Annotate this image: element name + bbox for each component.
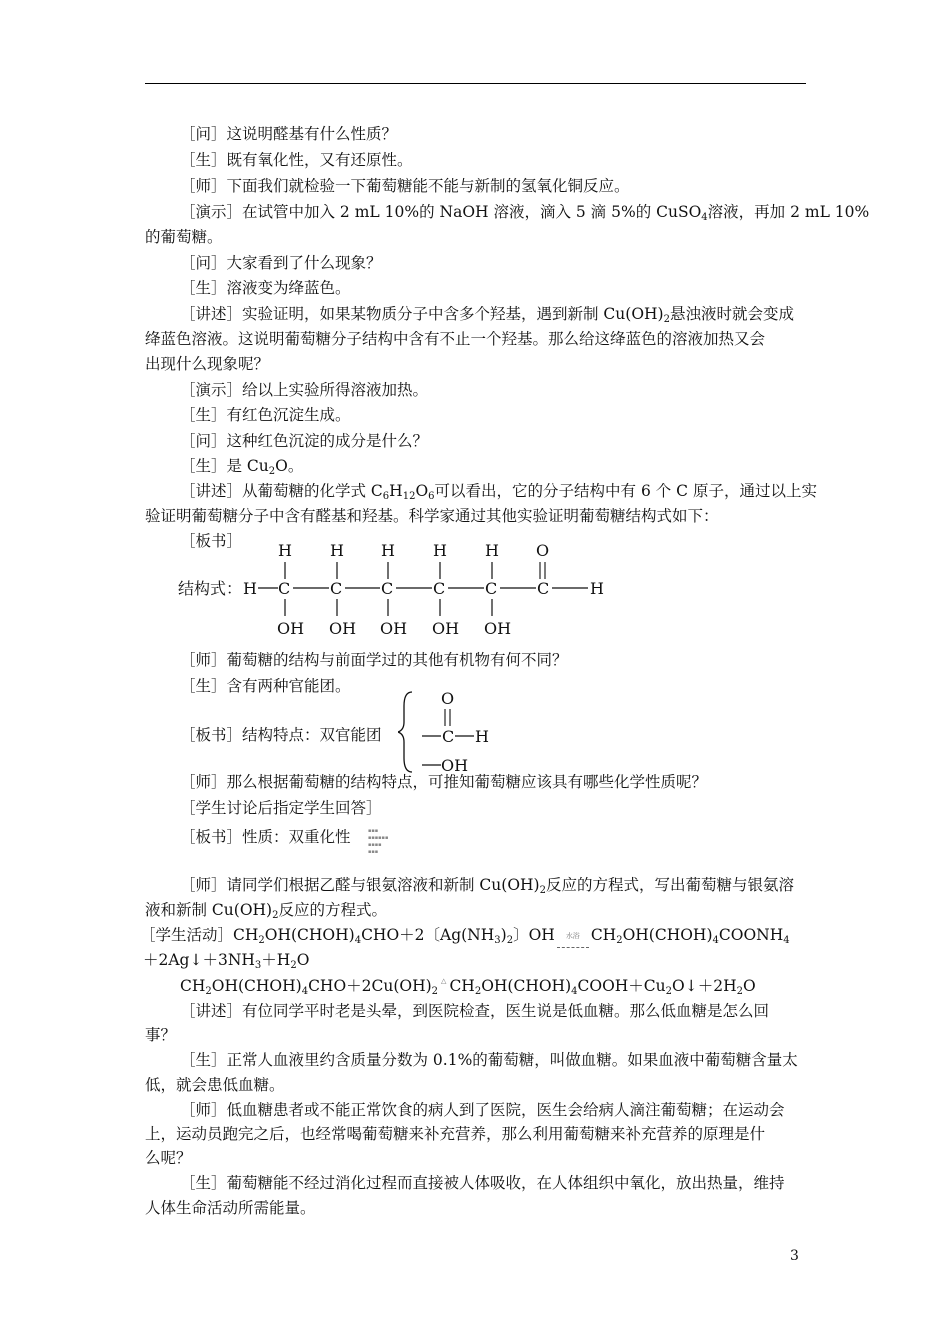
line-text: CH — [449, 977, 475, 995]
subscript: 4 — [712, 935, 719, 946]
hydroxyl-group: OH — [432, 619, 460, 638]
atom-c: C — [278, 579, 291, 598]
subscript: 2 — [736, 986, 743, 997]
subscript: 2 — [506, 935, 514, 946]
faint-stamp-mark: ▪▪▪ ▪▪▪▪▪▪ ▪▪▪▪ ▪▪▪ — [368, 828, 389, 855]
atom-h: H — [381, 541, 395, 560]
line-text: CH — [180, 977, 206, 995]
subscript: 2 — [272, 910, 279, 921]
text-line — [145, 1074, 806, 1096]
text-line — [145, 328, 806, 350]
line-text: ＋2Ag↓＋3NH — [143, 951, 255, 969]
atom-c: C — [381, 579, 394, 598]
atom-h: H — [590, 579, 604, 598]
line-text: OH(CHOH) — [211, 977, 302, 995]
text-line — [180, 430, 806, 452]
subscript: 3 — [254, 960, 262, 971]
text-line — [180, 201, 870, 223]
line-text: 溶液，再加 2 mL 10% — [707, 203, 870, 221]
line-text: H — [389, 482, 403, 500]
line-text: O — [415, 482, 429, 500]
subscript: 4 — [301, 986, 309, 997]
atom-h: H — [475, 727, 489, 746]
text-line — [180, 1000, 806, 1022]
line-text: ［问］这种红色沉淀的成分是什么？ — [180, 432, 429, 450]
atom-h: H — [485, 541, 499, 560]
text-line — [145, 1147, 806, 1169]
line-text: ［生］葡萄糖能不经过消化过程而直接被人体吸收，在人体组织中氧化，放出热量，维持 — [180, 1174, 785, 1192]
equation-line — [143, 949, 804, 971]
line-text: ［学生讨论后指定学生回答］ — [180, 799, 382, 817]
line-text: ＋H — [261, 951, 291, 969]
condition-label: 水浴 — [565, 932, 580, 940]
atom-h: H — [243, 579, 257, 598]
text-line — [145, 1123, 806, 1145]
atom-h: H — [433, 541, 447, 560]
line-text: ［讲述］有位同学平时老是头晕，到医院检查，医生说是低血糖。那么低血糖是怎么回 — [180, 1002, 770, 1020]
line-text: OH(CHOH) — [622, 926, 713, 944]
subscript: 4 — [783, 935, 790, 946]
text-line — [180, 123, 806, 145]
line-text: 低，就会患低血糖。 — [145, 1076, 285, 1094]
text-line — [180, 175, 806, 197]
subscript: 2 — [268, 466, 276, 477]
carbon-unit — [329, 541, 356, 638]
text-line — [180, 1099, 806, 1121]
text-line — [145, 1197, 806, 1219]
line-text: O↓＋2H — [672, 977, 737, 995]
subscript: 12 — [402, 491, 416, 502]
subscript: 3 — [494, 935, 501, 946]
line-text: CH — [590, 926, 617, 944]
line-text: ［问］这说明醛基有什么性质？ — [180, 125, 398, 143]
line-text: ［板书］结构特点：双官能团 — [180, 726, 382, 744]
line-text: ［板书］ — [180, 532, 243, 550]
atom-o: O — [536, 541, 550, 560]
page-number: 3 — [790, 1248, 799, 1264]
line-text: ［师］那么根据葡萄糖的结构特点，可推知葡萄糖应该具有哪些化学性质呢？ — [180, 773, 708, 791]
text-line — [145, 1024, 806, 1046]
structure-label: 结构式： — [178, 579, 243, 598]
line-text: 液和新制 Cu(OH) — [145, 901, 273, 919]
line-text: ) — [500, 926, 507, 944]
line-text: CHO＋2〔Ag(NH — [361, 926, 495, 944]
subscript: 4 — [701, 212, 708, 223]
text-line — [145, 505, 806, 527]
line-text: OH(CHOH) — [264, 926, 355, 944]
line-text: O — [742, 977, 756, 995]
text-line — [180, 379, 806, 401]
subscript: 4 — [571, 986, 578, 997]
functional-groups-figure — [398, 686, 508, 776]
text-line — [180, 480, 817, 502]
text-line — [180, 826, 806, 848]
carbon-unit — [277, 541, 304, 638]
line-text: 事？ — [145, 1026, 177, 1044]
reaction-arrow — [557, 922, 589, 948]
line-text: ［演示］在试管中加入 2 mL 10%的 NaOH 溶液，滴入 5 滴 5%的 CuSO — [180, 203, 702, 221]
line-text: 的葡萄糖。 — [145, 228, 223, 246]
line-text: 反应的方程式。 — [278, 901, 387, 919]
line-text: ［师］下面我们就检验一下葡萄糖能不能与新制的氢氧化铜反应。 — [180, 177, 630, 195]
text-line — [180, 771, 806, 793]
atom-o: O — [441, 689, 455, 708]
heat-symbol: △ — [441, 977, 447, 985]
hydroxyl-group: OH — [380, 619, 408, 638]
hydroxyl-group: OH — [484, 619, 512, 638]
atom-c: C — [485, 579, 498, 598]
line-text: ［生］含有两种官能团。 — [180, 677, 351, 695]
line-text: ［问］大家看到了什么现象？ — [180, 254, 382, 272]
line-text: ［生］既有氧化性，又有还原性。 — [180, 151, 413, 169]
line-text: ［讲述］从葡萄糖的化学式 C — [180, 482, 383, 500]
line-text: 〕OH — [513, 926, 555, 944]
text-line — [180, 874, 806, 896]
line-text: CHO＋2Cu(OH) — [308, 977, 432, 995]
atom-c: C — [330, 579, 343, 598]
atom-h: H — [278, 541, 292, 560]
line-text: O。 — [275, 457, 304, 475]
subscript: 2 — [665, 986, 673, 997]
line-text: COONH — [718, 926, 784, 944]
line-text: OH(CHOH) — [481, 977, 572, 995]
text-line — [145, 226, 806, 248]
subscript: 2 — [258, 935, 265, 946]
carbon-unit — [432, 541, 459, 638]
subscript: 2 — [616, 935, 623, 946]
subscript: 2 — [474, 986, 482, 997]
subscript: 2 — [663, 314, 670, 325]
header-rule — [145, 83, 806, 84]
atom-c: C — [433, 579, 446, 598]
line-text: 验证明葡萄糖分子中含有醛基和羟基。科学家通过其他实验证明葡萄糖结构式如下： — [145, 507, 719, 525]
carbon-unit — [380, 541, 407, 638]
line-text: 么呢？ — [145, 1149, 192, 1167]
text-line — [145, 353, 806, 375]
line-text: COOH＋Cu — [577, 977, 666, 995]
line-text: O — [296, 951, 310, 969]
line-text: ［演示］给以上实验所得溶液加热。 — [180, 381, 429, 399]
hydroxyl-group: OH — [329, 619, 357, 638]
line-text: 上，运动员跑完之后，也经常喝葡萄糖来补充营养，那么利用葡萄糖来补充营养的原理是什 — [145, 1125, 766, 1143]
line-text: ［生］溶液变为绛蓝色。 — [180, 279, 351, 297]
line-text: 绛蓝色溶液。这说明葡萄糖分子结构中含有不止一个羟基。那么给这绛蓝色的溶液加热又会 — [145, 330, 766, 348]
text-line — [180, 1049, 806, 1071]
carbon-unit — [484, 541, 511, 638]
atom-c: C — [442, 727, 455, 746]
line-text: ［板书］性质：双重化性 — [180, 828, 351, 846]
text-line — [180, 455, 806, 477]
line-text: ［生］是 Cu — [180, 457, 269, 475]
line-text: 反应的方程式，写出葡萄糖与银氨溶 — [545, 876, 794, 894]
line-text: ［讲述］实验证明，如果某物质分子中含多个羟基，遇到新制 Cu(OH) — [180, 305, 664, 323]
line-text: 悬浊液时就会变成 — [669, 305, 794, 323]
line-text: 人体生命活动所需能量。 — [145, 1199, 316, 1217]
equation-line — [180, 975, 841, 1000]
line-text: ［师］低血糖患者或不能正常饮食的病人到了医院，医生会给病人滴注葡萄糖；在运动会 — [180, 1101, 785, 1119]
hydroxyl-group: OH — [441, 756, 469, 775]
subscript: 6 — [428, 491, 435, 502]
line-text: ［师］请同学们根据乙醛与银氨溶液和新制 Cu(OH) — [180, 876, 540, 894]
subscript: 6 — [382, 491, 390, 502]
line-text: 出现什么现象呢？ — [145, 355, 270, 373]
text-line — [145, 899, 806, 921]
text-line — [180, 1172, 806, 1194]
line-text: ［生］正常人血液里约含质量分数为 0.1%的葡萄糖，叫做血糖。如果血液中葡萄糖含量太 — [180, 1051, 798, 1069]
text-line — [180, 277, 806, 299]
subscript: 2 — [290, 960, 297, 971]
text-line — [180, 252, 806, 274]
subscript: 2 — [205, 986, 212, 997]
text-line — [180, 303, 806, 325]
line-text: 可以看出，它的分子结构中有 6 个 C 原子，通过以上实 — [434, 482, 817, 500]
equation-line — [140, 924, 801, 950]
text-line — [180, 404, 806, 426]
atom-h: H — [330, 541, 344, 560]
text-line — [180, 149, 806, 171]
aldehyde-carbon — [536, 541, 549, 598]
line-text: ［师］葡萄糖的结构与前面学过的其他有机物有何不同？ — [180, 651, 568, 669]
subscript: 2 — [431, 986, 439, 997]
glucose-structure-formula — [170, 538, 620, 646]
line-text: ［生］有红色沉淀生成。 — [180, 406, 351, 424]
atom-c: C — [537, 579, 550, 598]
line-text: ［学生活动］CH — [140, 926, 259, 944]
subscript: 2 — [539, 885, 546, 896]
brace — [398, 692, 412, 772]
subscript: 4 — [354, 935, 362, 946]
text-line — [180, 797, 806, 819]
hydroxyl-group: OH — [277, 619, 305, 638]
text-line — [180, 649, 806, 671]
